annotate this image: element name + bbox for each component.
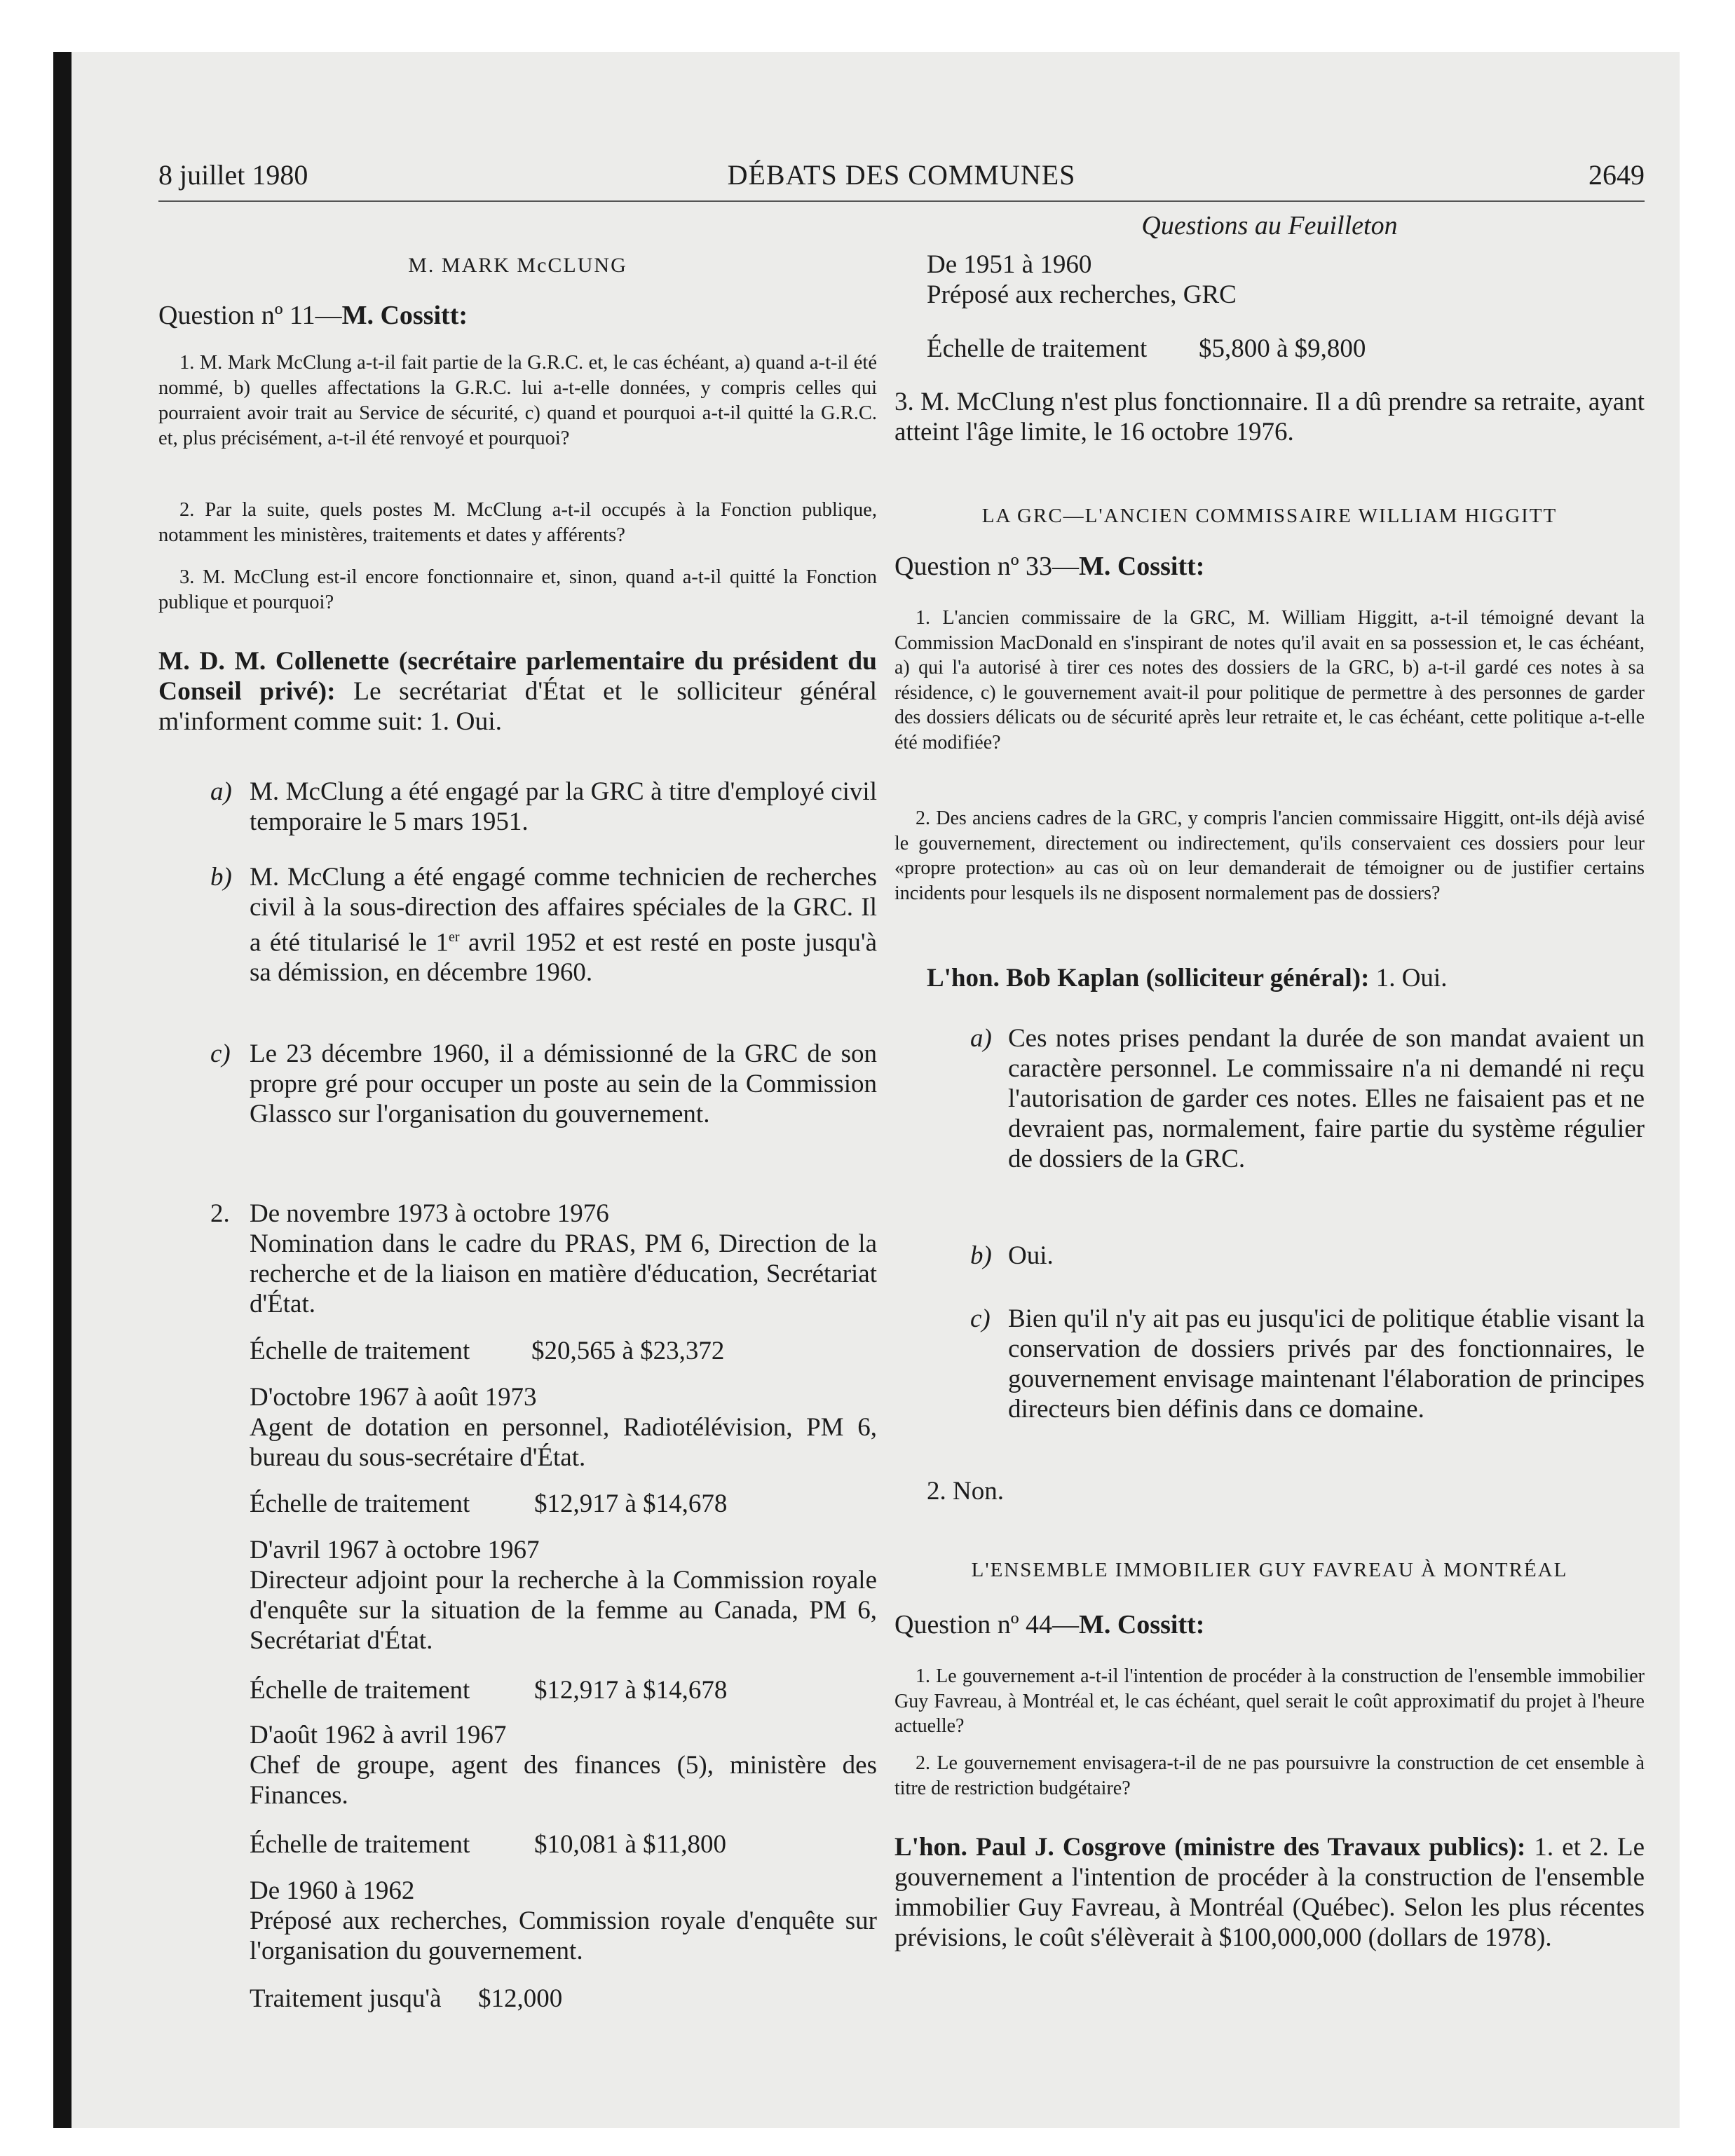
question-44-part-2: 2. Le gouvernement envisagera-t-il de ne pas poursuivre la construction de cet ensemble à titre de restriction budgétaire? <box>894 1752 1645 1799</box>
answer-text: 1. Oui. <box>1375 964 1448 992</box>
salary-label: Traitement jusqu'à <box>250 1984 442 2013</box>
scale-label: Échelle de traitement <box>250 1830 470 1859</box>
question-44-heading <box>894 1609 1645 1640</box>
question-member: M. Cossitt: <box>1079 552 1205 581</box>
position-2-scale <box>250 1489 877 1519</box>
position-6-scale <box>927 334 1645 364</box>
scanned-page <box>53 52 1680 2128</box>
position-5-salary <box>250 1984 877 2014</box>
position-5 <box>250 1876 877 1966</box>
answer-item-2 <box>210 1199 877 1319</box>
item-label: c) <box>970 1304 991 1333</box>
item-text: M. McClung a été engagé par la GRC à titre d'employé civil temporaire le 5 mars 1951. <box>250 777 877 836</box>
item-label: a) <box>210 777 232 806</box>
position-1-dates: De novembre 1973 à octobre 1976 <box>250 1199 609 1228</box>
answer-speaker: L'hon. Paul J. Cosgrove (ministre des Travaux publics): <box>894 1833 1526 1862</box>
scale-amount: $12,917 à $14,678 <box>534 1676 728 1705</box>
position-1-description: Nomination dans le cadre du PRAS, PM 6, Direction de la recherche et de la liaison en matière d'éducation, Secrétariat d'État. <box>250 1229 877 1318</box>
scale-amount: $12,917 à $14,678 <box>534 1489 728 1518</box>
question-11-heading <box>158 300 877 331</box>
position-3-description: Directeur adjoint pour la recherche à la Commission royale d'enquête sur la situation de la femme au Canada, PM 6, Secrétariat d'État. <box>250 1566 877 1655</box>
position-5-description: Préposé aux recherches, Commission royale d'enquête sur l'organisation du gouvernement. <box>250 1906 877 1965</box>
item-text-part1: M. McClung a été engagé comme technicien de recherches civil à la sous-direction des affaires spéciales de la GRC. Il a été titularisé le 1 <box>250 863 877 957</box>
header-date: 8 juillet 1980 <box>158 159 308 191</box>
header-title: DÉBATS DES COMMUNES <box>727 159 1076 191</box>
scale-label: Échelle de traitement <box>927 334 1148 363</box>
position-2-description: Agent de dotation en personnel, Radiotélévision, PM 6, bureau du sous-secrétaire d'État. <box>250 1413 877 1472</box>
answer-item-c <box>210 1039 877 1129</box>
section-title-favreau: L'ENSEMBLE IMMOBILIER GUY FAVREAU À MONTRÉAL <box>971 1559 1568 1581</box>
answer-33-item-2: 2. Non. <box>927 1477 1004 1506</box>
position-3-dates: D'avril 1967 à octobre 1967 <box>250 1536 540 1564</box>
answer-3: 3. M. McClung n'est plus fonctionnaire. Il a dû prendre sa retraite, ayant atteint l'âge limite, le 16 octobre 1976. <box>894 388 1645 446</box>
position-5-dates: De 1960 à 1962 <box>250 1876 415 1905</box>
question-label: Question nº 44— <box>894 1610 1079 1639</box>
question-11-part-3: 3. M. McClung est-il encore fonctionnaire et, sinon, quand a-t-il quitté la Fonction publique et pourquoi? <box>158 566 877 613</box>
answer-item-b <box>210 862 877 988</box>
position-3-scale <box>250 1675 877 1705</box>
item-text: Bien qu'il n'y ait pas eu jusqu'ici de politique établie visant la conservation de dossiers privés par des fonctionnaires, le gouvernement envisage maintenant l'élaboration de principes directeurs bien définis dans ce domaine. <box>1008 1304 1645 1424</box>
question-33-part-1: 1. L'ancien commissaire de la GRC, M. William Higgitt, a-t-il témoigné devant la Commission MacDonald en s'inspirant de notes qu'il avait en sa possession et, le cas échéant, a) qui l'a autorisé à tirer ces notes des dossiers de la GRC, b) a-t-il gardé ces notes à sa résidence, c) le gouvernement avait-il pour politique de permettre à des personnes de garder des dossiers délicats ou de sécurité après leur retraite et, le cas échéant, cette politique a-t-elle été modifiée? <box>894 607 1645 753</box>
position-6-description: Préposé aux recherches, GRC <box>927 280 1237 309</box>
answer-text: 1. et 2. Le gouvernement a l'intention de procéder à la construction de l'ensemble immobilier Guy Favreau, à Montréal (Québec). Selon les plus récentes prévisions, le coût s'élèverait à $100,000,000 (dollars de 1978). <box>894 1833 1645 1952</box>
page-header <box>158 158 1645 202</box>
question-label: Question nº 33— <box>894 552 1079 581</box>
answer-33-item-a <box>970 1023 1645 1174</box>
scale-label: Échelle de traitement <box>250 1676 470 1705</box>
question-label: Question nº 11— <box>158 301 342 330</box>
question-member: M. Cossitt: <box>341 301 468 330</box>
item-text: Le 23 décembre 1960, il a démissionné de la GRC de son propre gré pour occuper un poste au sein de la Commission Glassco sur l'organisation du gouvernement. <box>250 1039 877 1128</box>
scale-label: Échelle de traitement <box>250 1337 470 1365</box>
position-4-description: Chef de groupe, agent des finances (5), ministère des Finances. <box>250 1751 877 1810</box>
running-head: Questions au Feuilleton <box>1141 211 1398 240</box>
question-44-part-1: 1. Le gouvernement a-t-il l'intention de procéder à la construction de l'ensemble immobilier Guy Favreau, à Montréal et, le cas échéant, quel serait le coût approximatif du projet à l'heure actuelle? <box>894 1665 1645 1737</box>
position-4 <box>250 1720 877 1810</box>
question-member: M. Cossitt: <box>1079 1610 1205 1639</box>
question-33-part-2: 2. Des anciens cadres de la GRC, y compris l'ancien commissaire Higgitt, ont-ils déjà avisé le gouvernement, directement ou indirectement, qu'ils conservaient ces dossiers pour leur «propre protection» au cas où on leur demanderait de témoigner ou de justifier certains incidents pour lesquels ils ne disposent normalement pas de dossiers? <box>894 807 1645 904</box>
position-3 <box>250 1535 877 1656</box>
question-11-part-1: 1. M. Mark McClung a-t-il fait partie de la G.R.C. et, le cas échéant, a) quand a-t-il été nommé, b) quelles affectations la G.R.C. lui a-t-elle données, y compris celles qui pourraient avoir trait au Service de sécurité, c) quand et pourquoi a-t-il quitté la G.R.C. et, plus précisément, a-t-il été renvoyé et pourquoi? <box>158 352 877 449</box>
item-label: a) <box>970 1024 992 1053</box>
scale-amount: $20,565 à $23,372 <box>531 1337 725 1365</box>
item-text-part2: avril 1952 et est resté en poste jusqu'à sa démission, en décembre 1960. <box>250 928 877 988</box>
answer-33-item-c <box>970 1304 1645 1424</box>
answer-kaplan <box>927 963 1645 993</box>
answer-item-a <box>210 777 877 837</box>
scale-label: Échelle de traitement <box>250 1489 470 1518</box>
binding-edge <box>53 52 72 2128</box>
position-2 <box>250 1382 877 1473</box>
section-title-mcclung: M. MARK McCLUNG <box>408 254 627 277</box>
position-4-dates: D'août 1962 à avril 1967 <box>250 1721 507 1749</box>
item-text: Oui. <box>1008 1241 1054 1270</box>
scale-amount: $5,800 à $9,800 <box>1199 334 1366 363</box>
position-2-dates: D'octobre 1967 à août 1973 <box>250 1383 537 1412</box>
item-text-superscript: er <box>449 929 460 945</box>
item-text: Ces notes prises pendant la durée de son mandat avaient un caractère personnel. Le commissaire n'a ni demandé ni reçu l'autorisation de garder ces notes. Elles ne faisaient pas et ne devraient pas, normalement, faire partie du système régulier de dossiers de la GRC. <box>1008 1024 1645 1173</box>
salary-amount: $12,000 <box>478 1984 563 2013</box>
question-33-heading <box>894 551 1645 582</box>
section-title-higgitt: LA GRC—L'ANCIEN COMMISSAIRE WILLIAM HIGGITT <box>981 505 1558 527</box>
position-1-scale <box>250 1336 877 1366</box>
item-label: 2. <box>210 1199 230 1228</box>
position-6-dates: De 1951 à 1960 <box>927 250 1092 279</box>
header-page-number: 2649 <box>1588 159 1645 191</box>
answer-collenette <box>158 646 877 737</box>
scale-amount: $10,081 à $11,800 <box>534 1830 727 1859</box>
position-6 <box>927 250 1645 310</box>
item-label: b) <box>210 863 232 892</box>
answer-speaker: M. D. M. Collenette (secrétaire parlementaire du président du Conseil privé): <box>158 647 877 706</box>
question-11-part-2: 2. Par la suite, quels postes M. McClung a-t-il occupés à la Fonction publique, notamment les ministères, traitements et dates y afférents? <box>158 499 877 546</box>
position-4-scale <box>250 1829 877 1860</box>
item-label: c) <box>210 1039 231 1068</box>
answer-cosgrove <box>894 1832 1645 1953</box>
answer-speaker: L'hon. Bob Kaplan (solliciteur général): <box>927 964 1370 992</box>
answer-text: Le secrétariat d'État et le solliciteur général m'informent comme suit: 1. Oui. <box>158 677 878 736</box>
answer-33-item-b <box>970 1241 1645 1271</box>
item-label: b) <box>970 1241 992 1270</box>
